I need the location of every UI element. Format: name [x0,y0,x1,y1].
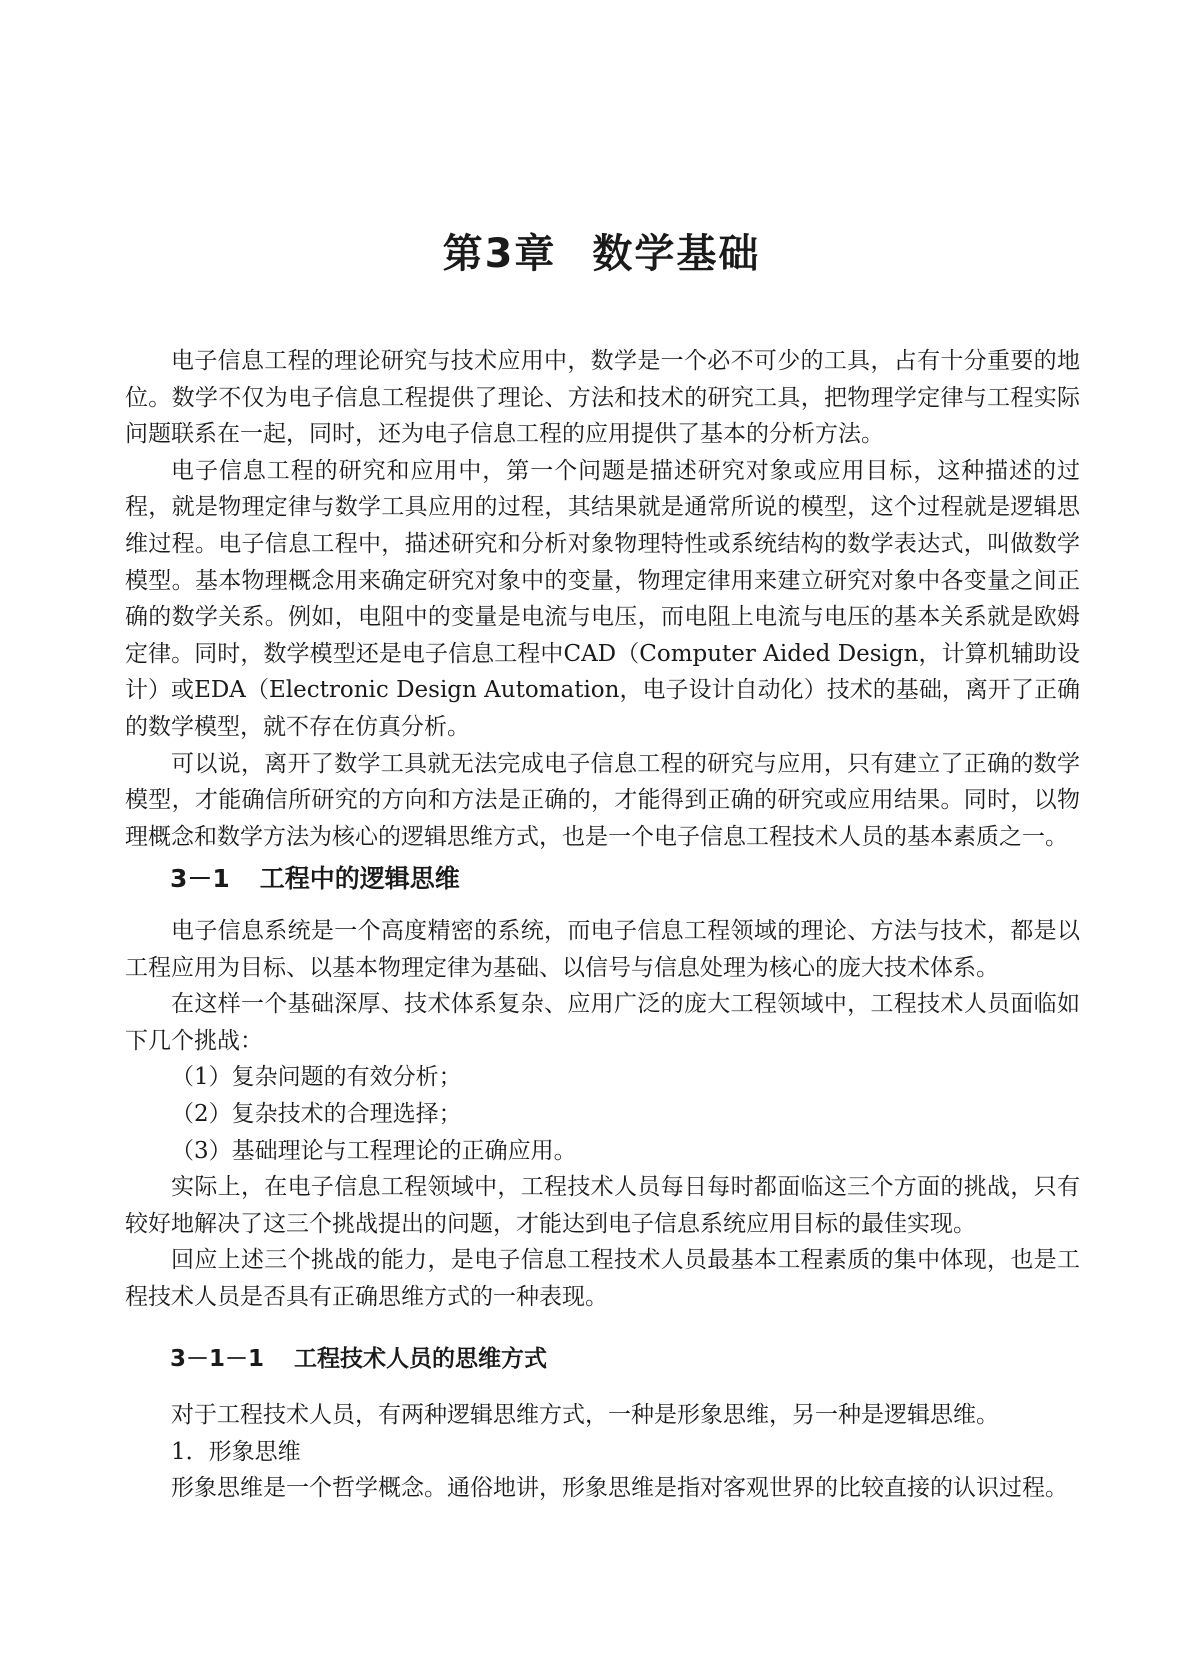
intro-paragraph-2: 电子信息工程的研究和应用中，第一个问题是描述研究对象或应用目标，这种描述的过程，就是物理定律与数学工具应用的过程，其结果就是通常所说的模型，这个过程就是逻辑思维过程。电子信息工程中，描述研究和分析对象物理特性或系统结构的数学表达式，叫做数学模型。基本物理概念用来确定研究对象中的变量，物理定律用来建立研究对象中各变量之间正确的数学关系。例如，电阻中的变量是电流与电压，而电阻上电流与电压的基本关系就是欧姆定律。同时，数学模型还是电子信息工程中CAD（Computer Aided Design，计算机辅助设计）或EDA（Electronic Design Automation，电子设计自动化）技术的基础，离开了正确的数学模型，就不存在仿真分析。 [125,457,1080,740]
section-paragraph-1: 电子信息系统是一个高度精密的系统，而电子信息工程领域的理论、方法与技术，都是以工程应用为目标、以基本物理定律为基础、以信号与信息处理为核心的庞大技术体系。 [125,918,1080,981]
chapter-label: 第3章 [442,231,557,277]
section-title: 工程中的逻辑思维 [259,864,460,893]
section-heading-3-1 [170,861,460,897]
section-paragraph-3: 实际上，在电子信息工程领域中，工程技术人员每日每时都面临这三个方面的挑战，只有较好地解决了这三个挑战提出的问题，才能达到电子信息系统应用目标的最佳实现。 [125,1174,1080,1237]
list-item-2: （2）复杂技术的合理选择； [171,1100,462,1127]
list-item-3: （3）基础理论与工程理论的正确应用。 [171,1137,577,1164]
subsection-heading-3-1-1 [170,1342,547,1376]
section-paragraph-2: 在这样一个基础深厚、技术体系复杂、应用广泛的庞大工程领域中，工程技术人员面临如下几个挑战： [125,991,1080,1054]
section-paragraph-4: 回应上述三个挑战的能力，是电子信息工程技术人员最基本工程素质的集中体现，也是工程技术人员是否具有正确思维方式的一种表现。 [125,1247,1080,1310]
subsection-title: 工程技术人员的思维方式 [294,1346,548,1372]
intro-text [125,343,1080,855]
section-3-1-text [125,913,1080,1316]
intro-paragraph-1: 电子信息工程的理论研究与技术应用中，数学是一个必不可少的工具，占有十分重要的地位。数学不仅为电子信息工程提供了理论、方法和技术的研究工具，把物理学定律与工程实际问题联系在一起，同时，还为电子信息工程的应用提供了基本的分析方法。 [125,348,1080,448]
subsection-item-heading: 1．形象思维 [171,1438,301,1465]
section-number: 3－1 [170,864,230,893]
intro-paragraph-3: 可以说，离开了数学工具就无法完成电子信息工程的研究与应用，只有建立了正确的数学模型，才能确信所研究的方向和方法是正确的，才能得到正确的研究或应用结果。同时，以物理概念和数学方法为核心的逻辑思维方式，也是一个电子信息工程技术人员的基本素质之一。 [125,750,1080,850]
subsection-3-1-1-text [125,1397,1080,1507]
list-item-1: （1）复杂问题的有效分析； [171,1064,462,1091]
chapter-title [0,226,1203,282]
subsection-paragraph-2: 形象思维是一个哲学概念。通俗地讲，形象思维是指对客观世界的比较直接的认识过程。 [171,1475,1068,1502]
subsection-number: 3－1－1 [170,1346,265,1372]
subsection-paragraph-1: 对于工程技术人员，有两种逻辑思维方式，一种是形象思维，另一种是逻辑思维。 [171,1402,999,1428]
chapter-name: 数学基础 [592,231,761,277]
